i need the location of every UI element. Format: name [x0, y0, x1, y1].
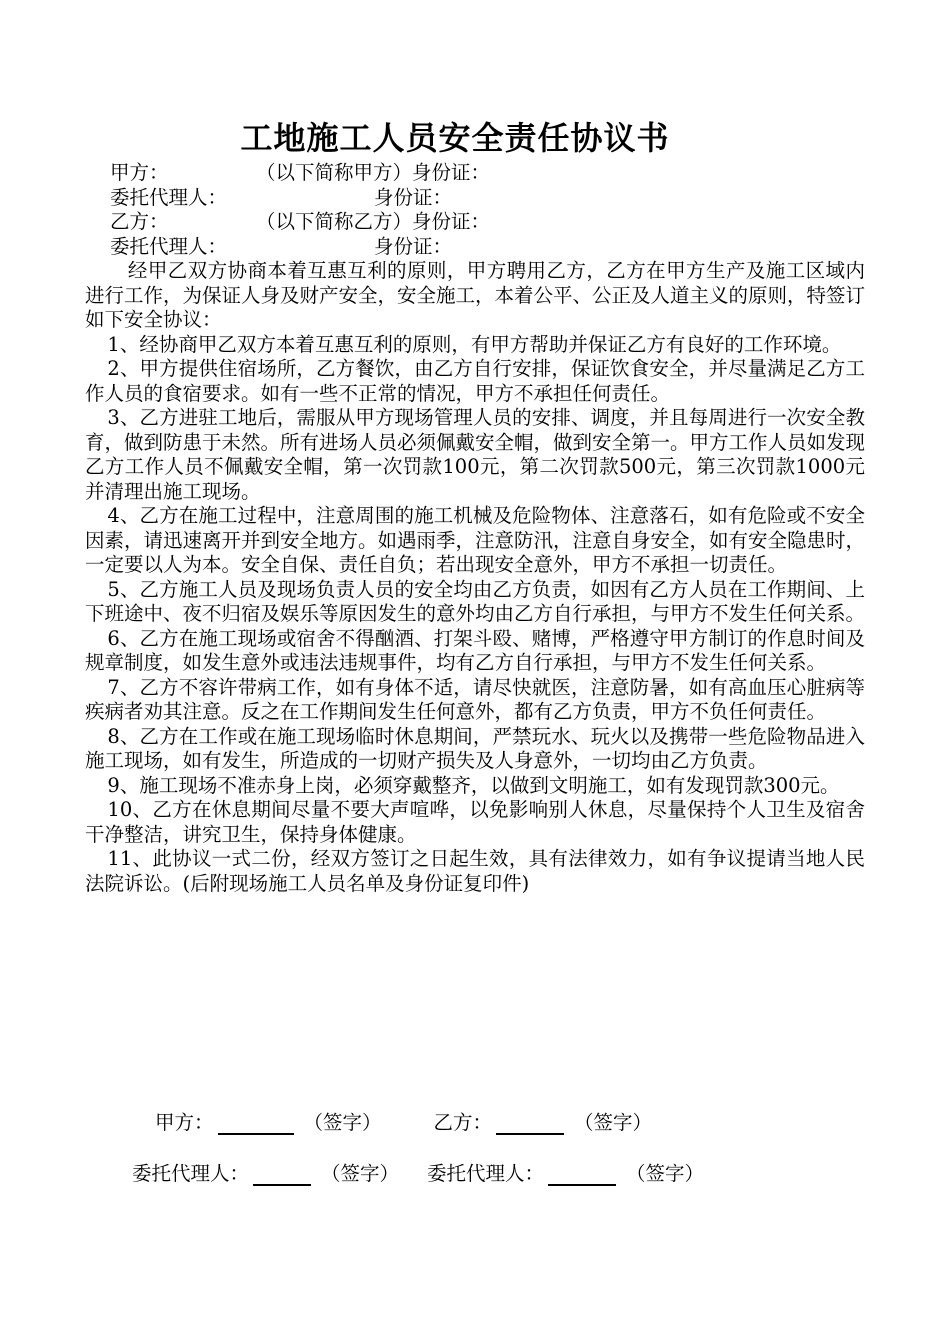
- party-b-label: 乙方：: [110, 210, 169, 233]
- party-b-sign-label: 乙方：: [433, 1111, 493, 1134]
- party-a-label: 甲方：: [110, 161, 169, 184]
- party-b-line: [110, 210, 870, 235]
- clause-11: 11、此协议一式二份，经双方签订之日起生效，具有法律效力，如有争议提请当地人民法院诉讼。(后附现场施工人员名单及身份证复印件): [85, 847, 865, 895]
- agent-b-sign-label: 委托代理人：: [427, 1162, 545, 1185]
- agent-b-signature-line[interactable]: [548, 1164, 616, 1186]
- party-b-sign-note: （签字）: [574, 1111, 653, 1134]
- clause-3: 3、乙方进驻工地后，需服从甲方现场管理人员的安排、调度，并且每周进行一次安全教育，做到防患于未然。所有进场人员必须佩戴安全帽，做到安全第一。甲方工作人员如发现乙方工作人员不佩戴安全帽，第一次罚款100元，第二次罚款500元，第三次罚款1000元并清理出施工现场。: [85, 406, 866, 503]
- party-a-suffix: （以下简称甲方）身份证：: [256, 161, 491, 184]
- parties-block: [110, 161, 870, 259]
- agent-a-line: [110, 186, 870, 211]
- clause-4: 4、乙方在施工过程中，注意周围的施工机械及危险物体、注意落石，如有危险或不安全因素，请迅速离开并到安全地方。如遇雨季，注意防汛，注意自身安全，如有安全隐患时，一定要以人为本。安全自保、责任自负；若出现安全意外，甲方不承担一切责任。: [85, 504, 866, 576]
- agent-a-signature-line[interactable]: [253, 1164, 311, 1186]
- agreement-body: [85, 259, 865, 896]
- clause-1: 1、经协商甲乙双方本着互惠互利的原则，有甲方帮助并保证乙方有良好的工作环境。: [107, 332, 842, 356]
- agent-a-sign-note: （签字）: [321, 1162, 400, 1185]
- signature-row-parties: [155, 1107, 652, 1135]
- agent-a-id-label: 身份证：: [374, 185, 453, 209]
- agent-b-id-label: 身份证：: [374, 234, 453, 258]
- clause-9: 9、施工现场不准赤身上岗，必须穿戴整齐，以做到文明施工，如有发现罚款300元。: [107, 773, 840, 797]
- agent-a-label: 委托代理人：: [110, 185, 228, 209]
- party-a-signature-line[interactable]: [218, 1113, 294, 1135]
- agent-b-sign-note: （签字）: [626, 1162, 705, 1185]
- signature-row-agents: [132, 1158, 704, 1186]
- party-b-signature-line[interactable]: [496, 1113, 564, 1135]
- party-a-line: [110, 161, 870, 186]
- clause-2: 2、甲方提供住宿场所，乙方餐饮，由乙方自行安排，保证饮食安全，并尽量满足乙方工作人员的食宿要求。如有一些不正常的情况，甲方不承担任何责任。: [85, 357, 865, 405]
- clause-10: 10、乙方在休息期间尽量不要大声喧哗，以免影响别人休息，尽量保持个人卫生及宿舍干净整洁，讲究卫生，保持身体健康。: [85, 798, 865, 846]
- intro-paragraph: 经甲乙双方协商本着互惠互利的原则，甲方聘用乙方，乙方在甲方生产及施工区域内进行工作，为保证人身及财产安全，安全施工，本着公平、公正及人道主义的原则，特签订如下安全协议：: [85, 259, 866, 331]
- agent-a-sign-label: 委托代理人：: [132, 1162, 250, 1185]
- clause-7: 7、乙方不容许带病工作，如有身体不适，请尽快就医，注意防暑，如有高血压心脏病等疾病者劝其注意。反之在工作期间发生任何意外，都有乙方负责，甲方不负任何责任。: [85, 675, 865, 723]
- party-b-suffix: （以下简称乙方）身份证：: [256, 210, 491, 233]
- clause-8: 8、乙方在工作或在施工现场临时休息期间，严禁玩水、玩火以及携带一些危险物品进入施工现场，如有发生，所造成的一切财产损失及人身意外，一切均由乙方负责。: [85, 724, 865, 772]
- agent-b-line: [110, 235, 870, 260]
- document-title: 工地施工人员安全责任协议书: [240, 119, 670, 157]
- clause-6: 6、乙方在施工现场或宿舍不得酗酒、打架斗殴、赌博，严格遵守甲方制订的作息时间及规章制度，如发生意外或违法违规事件，均有乙方自行承担，与甲方不发生任何关系。: [85, 626, 865, 674]
- agent-b-label: 委托代理人：: [110, 234, 228, 258]
- party-a-sign-label: 甲方：: [155, 1111, 214, 1134]
- party-a-sign-note: （签字）: [303, 1111, 382, 1134]
- clause-5: 5、乙方施工人员及现场负责人员的安全均由乙方负责，如因有乙方人员在工作期间、上下班途中、夜不归宿及娱乐等原因发生的意外均由乙方自行承担，与甲方不发生任何关系。: [85, 577, 866, 625]
